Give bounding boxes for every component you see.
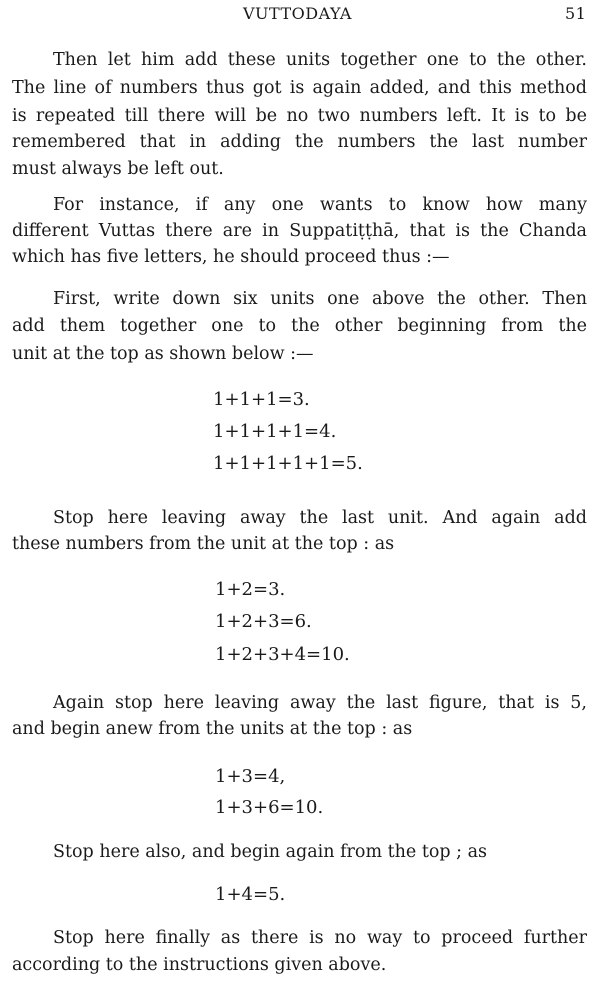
paragraph-line: different Vuttas there are in Suppatiṭṭhā, that is the Chanda [12, 221, 587, 241]
paragraph-line: these numbers from the unit at the top : as [12, 534, 395, 554]
equation: 1+3=4, [215, 766, 286, 787]
paragraph-line: according to the instructions given above. [12, 955, 387, 975]
paragraph-line: must always be left out. [12, 159, 224, 179]
equation: 1+1+1=3. [213, 389, 310, 410]
page-number: 51 [565, 4, 587, 23]
equation: 1+4=5. [215, 884, 286, 905]
paragraph-line: Then let him add these units together one to the other. [53, 50, 587, 70]
paragraph-line: Again stop here leaving away the last figure, that is 5, [53, 693, 587, 713]
running-title: VUTTODAYA [243, 4, 352, 23]
paragraph-line: add them together one to the other beginning from the [12, 316, 587, 336]
paragraph-line: which has five letters, he should proceed thus :— [12, 247, 450, 267]
paragraph-line: First, write down six units one above the other. Then [53, 289, 587, 309]
paragraph-line: unit at the top as shown below :— [12, 344, 314, 364]
paragraph-line: remembered that in adding the numbers the last number [12, 132, 587, 152]
equation: 1+2+3+4=10. [215, 644, 350, 665]
equation: 1+2=3. [215, 579, 286, 600]
paragraph-line: For instance, if any one wants to know how many [53, 195, 587, 215]
paragraph-line: Stop here finally as there is no way to proceed further [53, 928, 587, 948]
equation: 1+3+6=10. [215, 797, 324, 818]
equation: 1+1+1+1+1=5. [213, 453, 363, 474]
paragraph-line: Stop here leaving away the last unit. And again add [53, 508, 587, 528]
equation: 1+2+3=6. [215, 611, 312, 632]
paragraph-line: Stop here also, and begin again from the top ; as [53, 842, 488, 862]
paragraph-line: is repeated till there will be no two numbers left. It is to be [12, 106, 587, 126]
equation: 1+1+1+1=4. [213, 421, 337, 442]
paragraph-line: and begin anew from the units at the top : as [12, 719, 413, 739]
paragraph-line: The line of numbers thus got is again added, and this method [12, 78, 587, 98]
